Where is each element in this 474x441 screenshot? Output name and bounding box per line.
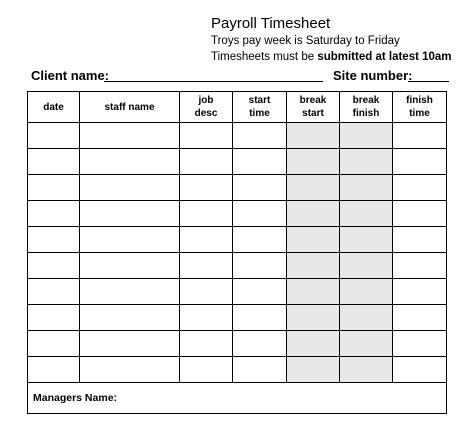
table-cell[interactable] (233, 305, 287, 331)
table-cell[interactable] (28, 227, 80, 253)
table-cell[interactable] (393, 253, 447, 279)
table-cell[interactable] (233, 175, 287, 201)
table-cell[interactable] (233, 253, 287, 279)
table-cell[interactable] (393, 201, 447, 227)
table-cell[interactable] (28, 201, 80, 227)
table-cell[interactable] (233, 331, 287, 357)
site-number-field[interactable] (408, 81, 449, 82)
table-cell[interactable] (80, 123, 180, 149)
col-break-finish: break finish (340, 92, 393, 123)
table-cell[interactable] (340, 201, 393, 227)
table-cell[interactable] (180, 279, 233, 305)
table-cell[interactable] (393, 331, 447, 357)
table-cell[interactable] (340, 149, 393, 175)
table-cell[interactable] (80, 227, 180, 253)
managers-row (28, 383, 447, 414)
table-cell[interactable] (340, 279, 393, 305)
page-title: Payroll Timesheet (211, 15, 331, 32)
table-cell[interactable] (233, 149, 287, 175)
table-cell[interactable] (28, 357, 80, 383)
table-row (28, 149, 447, 175)
table-cell[interactable] (393, 175, 447, 201)
table-cell[interactable] (180, 123, 233, 149)
table-cell[interactable] (80, 175, 180, 201)
table-cell[interactable] (393, 357, 447, 383)
table-cell[interactable] (287, 253, 340, 279)
managers-name-label: Managers Name: (33, 392, 118, 404)
table-cell[interactable] (287, 175, 340, 201)
table-cell[interactable] (180, 201, 233, 227)
table-row (28, 123, 447, 149)
table-cell[interactable] (80, 201, 180, 227)
table-cell[interactable] (28, 253, 80, 279)
table-cell[interactable] (287, 305, 340, 331)
table-cell[interactable] (233, 357, 287, 383)
site-number-label: Site number: (333, 68, 413, 83)
table-cell[interactable] (287, 149, 340, 175)
table-cell[interactable] (28, 331, 80, 357)
table-cell[interactable] (340, 305, 393, 331)
table-cell[interactable] (393, 305, 447, 331)
table-cell[interactable] (233, 227, 287, 253)
table-cell[interactable] (393, 149, 447, 175)
table-cell[interactable] (340, 175, 393, 201)
col-finish-time: finish time (393, 92, 447, 123)
table-cell[interactable] (180, 227, 233, 253)
table-cell[interactable] (180, 331, 233, 357)
col-staff-name: staff name (80, 92, 180, 123)
table-cell[interactable] (80, 357, 180, 383)
deadline-note (211, 51, 452, 63)
table-cell[interactable] (180, 305, 233, 331)
table-row (28, 201, 447, 227)
table-cell[interactable] (80, 279, 180, 305)
timesheet-table (27, 91, 447, 414)
table-row (28, 253, 447, 279)
table-cell[interactable] (80, 331, 180, 357)
table-cell[interactable] (180, 357, 233, 383)
client-name-field[interactable] (104, 81, 323, 82)
table-row (28, 357, 447, 383)
table-cell[interactable] (233, 123, 287, 149)
table-cell[interactable] (80, 149, 180, 175)
table-cell[interactable] (180, 175, 233, 201)
managers-name-cell[interactable] (28, 383, 447, 414)
col-job-desc: job desc (180, 92, 233, 123)
table-cell[interactable] (287, 227, 340, 253)
table-cell[interactable] (340, 123, 393, 149)
col-date: date (28, 92, 80, 123)
table-cell[interactable] (180, 149, 233, 175)
table-cell[interactable] (287, 123, 340, 149)
table-cell[interactable] (393, 279, 447, 305)
table-cell[interactable] (28, 279, 80, 305)
table-row (28, 331, 447, 357)
table-row (28, 227, 447, 253)
table-cell[interactable] (233, 201, 287, 227)
header-row (28, 92, 447, 123)
table-cell[interactable] (287, 201, 340, 227)
table-cell[interactable] (80, 305, 180, 331)
col-start-time: start time (233, 92, 287, 123)
table-cell[interactable] (80, 253, 180, 279)
pay-week-note: Troys pay week is Saturday to Friday (211, 35, 400, 47)
table-cell[interactable] (287, 357, 340, 383)
table-cell[interactable] (28, 123, 80, 149)
table-cell[interactable] (340, 331, 393, 357)
table-cell[interactable] (340, 357, 393, 383)
table-cell[interactable] (28, 305, 80, 331)
table-cell[interactable] (393, 227, 447, 253)
table-cell[interactable] (28, 175, 80, 201)
deadline-prefix: Timesheets must be (211, 51, 318, 63)
table-cell[interactable] (340, 253, 393, 279)
client-name-label: Client name: (31, 68, 110, 83)
table-cell[interactable] (28, 149, 80, 175)
table-cell[interactable] (393, 123, 447, 149)
table-row (28, 305, 447, 331)
table-cell[interactable] (340, 227, 393, 253)
table-cell[interactable] (180, 253, 233, 279)
deadline-bold: submitted at latest 10am (317, 51, 452, 63)
col-break-start: break start (287, 92, 340, 123)
table-row (28, 175, 447, 201)
table-cell[interactable] (233, 279, 287, 305)
table-row (28, 279, 447, 305)
table-cell[interactable] (287, 279, 340, 305)
table-cell[interactable] (287, 331, 340, 357)
